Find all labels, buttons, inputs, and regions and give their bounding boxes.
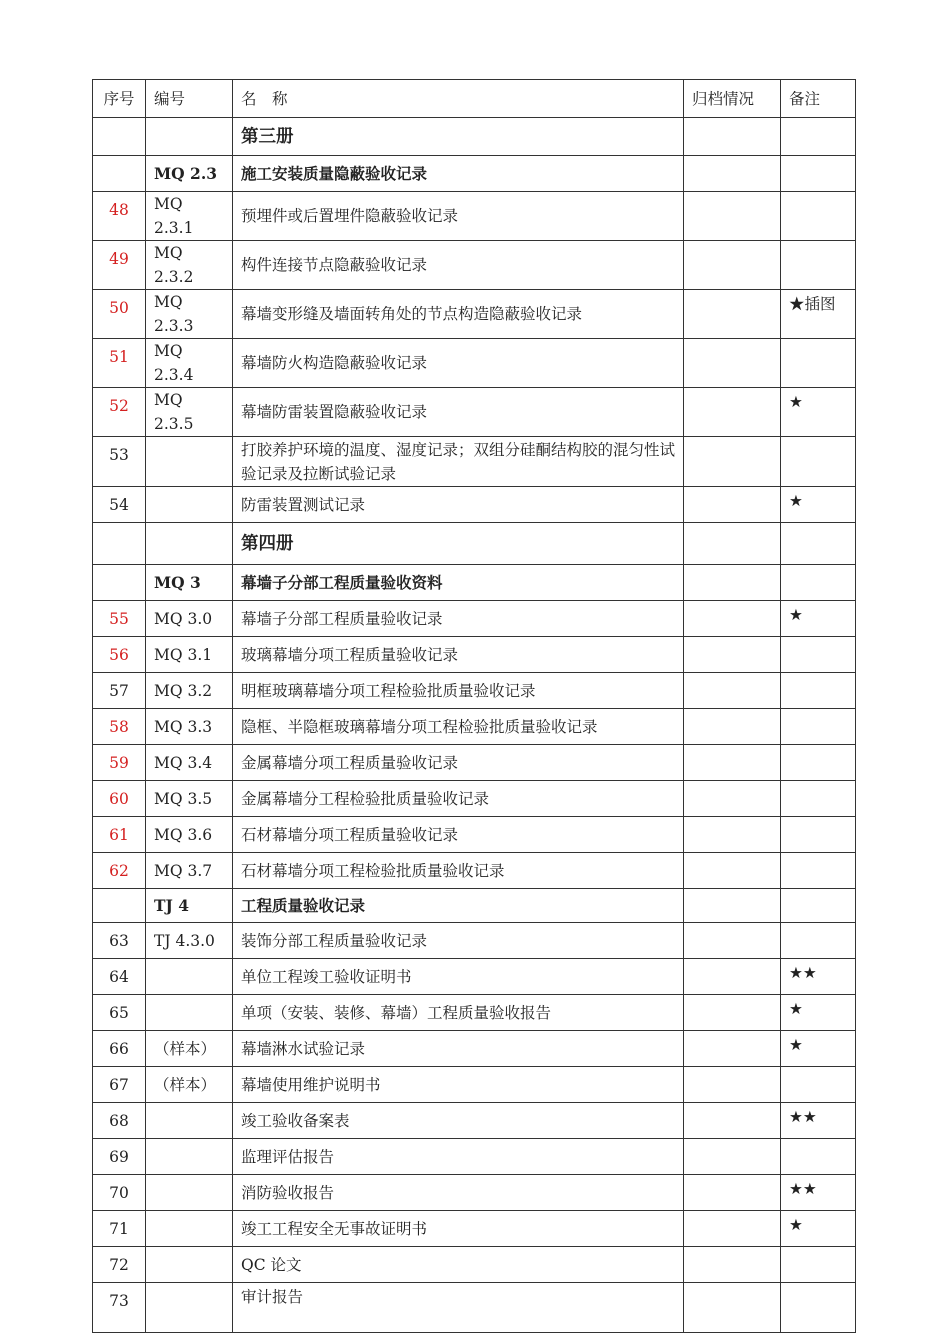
code-cell: MQ 3.1 xyxy=(146,637,233,673)
name-cell: 石材幕墙分项工程检验批质量验收记录 xyxy=(233,853,684,889)
code-cell: MQ 3.5 xyxy=(146,781,233,817)
seq-cell: 55 xyxy=(93,601,146,637)
code-cell: MQ 2.3.1 xyxy=(146,192,233,241)
archive-cell xyxy=(684,923,781,959)
remark-cell xyxy=(781,565,856,601)
name-cell: 预埋件或后置埋件隐蔽验收记录 xyxy=(233,192,684,241)
archive-cell xyxy=(684,637,781,673)
name-cell: 消防验收报告 xyxy=(233,1175,684,1211)
archive-cell xyxy=(684,817,781,853)
archive-cell xyxy=(684,241,781,290)
name-cell: 单位工程竣工验收证明书 xyxy=(233,959,684,995)
code-cell xyxy=(146,523,233,565)
header-remark: 备注 xyxy=(781,80,856,118)
remark-cell xyxy=(781,637,856,673)
seq-cell: 60 xyxy=(93,781,146,817)
table-row xyxy=(93,1031,856,1067)
seq-cell: 54 xyxy=(93,487,146,523)
seq-cell: 73 xyxy=(93,1283,146,1333)
archive-cell xyxy=(684,959,781,995)
seq-cell xyxy=(93,118,146,156)
archive-cell xyxy=(684,1103,781,1139)
remark-cell: ★ xyxy=(781,995,856,1031)
remark-cell xyxy=(781,745,856,781)
table-row xyxy=(93,339,856,388)
table-row xyxy=(93,781,856,817)
seq-cell xyxy=(93,889,146,923)
archive-cell xyxy=(684,118,781,156)
name-cell: 构件连接节点隐蔽验收记录 xyxy=(233,241,684,290)
archive-cell xyxy=(684,1031,781,1067)
table-row xyxy=(93,437,856,487)
remark-cell xyxy=(781,156,856,192)
table-row xyxy=(93,1139,856,1175)
remark-cell xyxy=(781,709,856,745)
name-cell: 装饰分部工程质量验收记录 xyxy=(233,923,684,959)
code-cell: （样本） xyxy=(146,1031,233,1067)
table-row xyxy=(93,601,856,637)
table-row xyxy=(93,995,856,1031)
remark-cell xyxy=(781,889,856,923)
section-row xyxy=(93,118,856,156)
code-cell: MQ 3.2 xyxy=(146,673,233,709)
archive-cell xyxy=(684,339,781,388)
code-cell xyxy=(146,1139,233,1175)
archive-cell xyxy=(684,487,781,523)
table-row xyxy=(93,1103,856,1139)
seq-cell: 69 xyxy=(93,1139,146,1175)
name-cell: 工程质量验收记录 xyxy=(233,889,684,923)
archive-cell xyxy=(684,781,781,817)
seq-cell: 66 xyxy=(93,1031,146,1067)
archive-cell xyxy=(684,853,781,889)
seq-cell xyxy=(93,523,146,565)
code-cell: MQ 3.6 xyxy=(146,817,233,853)
table-row xyxy=(93,853,856,889)
archive-cell xyxy=(684,388,781,437)
remark-cell xyxy=(781,523,856,565)
seq-cell: 63 xyxy=(93,923,146,959)
seq-cell: 64 xyxy=(93,959,146,995)
remark-cell xyxy=(781,1067,856,1103)
code-cell: MQ 2.3.3 xyxy=(146,290,233,339)
table-row xyxy=(93,745,856,781)
remark-cell xyxy=(781,781,856,817)
name-cell: 单项（安装、装修、幕墙）工程质量验收报告 xyxy=(233,995,684,1031)
group-row xyxy=(93,565,856,601)
table-body xyxy=(93,80,856,1333)
seq-cell: 56 xyxy=(93,637,146,673)
name-cell: 监理评估报告 xyxy=(233,1139,684,1175)
code-cell xyxy=(146,1211,233,1247)
code-cell xyxy=(146,1283,233,1333)
archive-cell xyxy=(684,1139,781,1175)
remark-cell xyxy=(781,192,856,241)
name-cell: 竣工验收备案表 xyxy=(233,1103,684,1139)
seq-cell: 57 xyxy=(93,673,146,709)
name-cell: 金属幕墙分项工程质量验收记录 xyxy=(233,745,684,781)
name-cell: 第四册 xyxy=(233,523,684,565)
table-row xyxy=(93,923,856,959)
seq-cell: 58 xyxy=(93,709,146,745)
table-row xyxy=(93,192,856,241)
code-cell: MQ 2.3.5 xyxy=(146,388,233,437)
remark-cell: ★ xyxy=(781,388,856,437)
code-cell xyxy=(146,959,233,995)
archive-cell xyxy=(684,995,781,1031)
archive-cell xyxy=(684,290,781,339)
archive-cell xyxy=(684,1283,781,1333)
code-cell: MQ 2.3.4 xyxy=(146,339,233,388)
seq-cell: 62 xyxy=(93,853,146,889)
header-row xyxy=(93,80,856,118)
archive-cell xyxy=(684,889,781,923)
name-cell: 隐框、半隐框玻璃幕墙分项工程检验批质量验收记录 xyxy=(233,709,684,745)
group-row xyxy=(93,889,856,923)
group-row xyxy=(93,156,856,192)
name-cell: 幕墙使用维护说明书 xyxy=(233,1067,684,1103)
header-code: 编号 xyxy=(146,80,233,118)
remark-cell: ★★ xyxy=(781,1175,856,1211)
section-row xyxy=(93,523,856,565)
archive-cell xyxy=(684,745,781,781)
code-cell: MQ 3.3 xyxy=(146,709,233,745)
code-cell xyxy=(146,118,233,156)
remark-cell: ★插图 xyxy=(781,290,856,339)
name-cell: 第三册 xyxy=(233,118,684,156)
remark-cell: ★★ xyxy=(781,959,856,995)
table-row xyxy=(93,637,856,673)
remark-cell xyxy=(781,817,856,853)
code-cell: （样本） xyxy=(146,1067,233,1103)
seq-cell: 59 xyxy=(93,745,146,781)
seq-cell: 53 xyxy=(93,437,146,487)
code-cell: MQ 3.7 xyxy=(146,853,233,889)
seq-cell: 48 xyxy=(93,192,146,241)
name-cell: 明框玻璃幕墙分项工程检验批质量验收记录 xyxy=(233,673,684,709)
seq-cell: 72 xyxy=(93,1247,146,1283)
archive-cell xyxy=(684,523,781,565)
seq-cell: 65 xyxy=(93,995,146,1031)
header-seq: 序号 xyxy=(93,80,146,118)
seq-cell: 70 xyxy=(93,1175,146,1211)
code-cell: MQ 2.3.2 xyxy=(146,241,233,290)
seq-cell xyxy=(93,156,146,192)
table-row xyxy=(93,290,856,339)
table-row xyxy=(93,1211,856,1247)
name-cell: QC 论文 xyxy=(233,1247,684,1283)
table-row xyxy=(93,1175,856,1211)
name-cell: 幕墙防火构造隐蔽验收记录 xyxy=(233,339,684,388)
table-row xyxy=(93,673,856,709)
remark-cell xyxy=(781,673,856,709)
table-row xyxy=(93,487,856,523)
table-row xyxy=(93,241,856,290)
header-name: 名 称 xyxy=(233,80,684,118)
remark-cell xyxy=(781,1247,856,1283)
name-cell: 审计报告 xyxy=(233,1283,684,1333)
name-cell: 玻璃幕墙分项工程质量验收记录 xyxy=(233,637,684,673)
code-cell xyxy=(146,487,233,523)
seq-cell: 67 xyxy=(93,1067,146,1103)
archive-cell xyxy=(684,1067,781,1103)
code-cell: MQ 3 xyxy=(146,565,233,601)
code-cell xyxy=(146,437,233,487)
code-cell: MQ 3.0 xyxy=(146,601,233,637)
name-cell: 石材幕墙分项工程质量验收记录 xyxy=(233,817,684,853)
remark-cell: ★ xyxy=(781,1211,856,1247)
name-cell: 金属幕墙分工程检验批质量验收记录 xyxy=(233,781,684,817)
archive-cell xyxy=(684,1175,781,1211)
name-cell: 幕墙防雷装置隐蔽验收记录 xyxy=(233,388,684,437)
seq-cell xyxy=(93,565,146,601)
seq-cell: 49 xyxy=(93,241,146,290)
name-cell: 打胶养护环境的温度、湿度记录；双组分硅酮结构胶的混匀性试验记录及拉断试验记录 xyxy=(233,437,684,487)
seq-cell: 71 xyxy=(93,1211,146,1247)
table-row xyxy=(93,1283,856,1333)
archive-cell xyxy=(684,437,781,487)
table-row xyxy=(93,709,856,745)
seq-cell: 50 xyxy=(93,290,146,339)
remark-cell xyxy=(781,853,856,889)
archive-cell xyxy=(684,601,781,637)
archive-cell xyxy=(684,709,781,745)
seq-cell: 68 xyxy=(93,1103,146,1139)
remark-cell xyxy=(781,1139,856,1175)
archive-cell xyxy=(684,192,781,241)
seq-cell: 52 xyxy=(93,388,146,437)
table-row xyxy=(93,388,856,437)
archive-cell xyxy=(684,156,781,192)
remark-cell xyxy=(781,1283,856,1333)
name-cell: 竣工工程安全无事故证明书 xyxy=(233,1211,684,1247)
remark-cell xyxy=(781,923,856,959)
table-row xyxy=(93,817,856,853)
remark-cell: ★ xyxy=(781,487,856,523)
code-cell: MQ 3.4 xyxy=(146,745,233,781)
name-cell: 幕墙变形缝及墙面转角处的节点构造隐蔽验收记录 xyxy=(233,290,684,339)
table-row xyxy=(93,959,856,995)
name-cell: 施工安装质量隐蔽验收记录 xyxy=(233,156,684,192)
code-cell xyxy=(146,995,233,1031)
table-row xyxy=(93,1247,856,1283)
remark-cell xyxy=(781,339,856,388)
code-cell: TJ 4 xyxy=(146,889,233,923)
name-cell: 幕墙子分部工程质量验收记录 xyxy=(233,601,684,637)
archive-index-table xyxy=(92,79,856,1333)
name-cell: 幕墙淋水试验记录 xyxy=(233,1031,684,1067)
seq-cell: 51 xyxy=(93,339,146,388)
archive-cell xyxy=(684,565,781,601)
seq-cell: 61 xyxy=(93,817,146,853)
code-cell: MQ 2.3 xyxy=(146,156,233,192)
name-cell: 防雷装置测试记录 xyxy=(233,487,684,523)
archive-cell xyxy=(684,673,781,709)
archive-cell xyxy=(684,1247,781,1283)
remark-cell: ★★ xyxy=(781,1103,856,1139)
code-cell xyxy=(146,1175,233,1211)
remark-cell: ★ xyxy=(781,1031,856,1067)
remark-cell: ★ xyxy=(781,601,856,637)
header-archive: 归档情况 xyxy=(684,80,781,118)
remark-cell xyxy=(781,437,856,487)
code-cell: TJ 4.3.0 xyxy=(146,923,233,959)
remark-cell xyxy=(781,241,856,290)
archive-cell xyxy=(684,1211,781,1247)
remark-cell xyxy=(781,118,856,156)
code-cell xyxy=(146,1247,233,1283)
name-cell: 幕墙子分部工程质量验收资料 xyxy=(233,565,684,601)
code-cell xyxy=(146,1103,233,1139)
table-row xyxy=(93,1067,856,1103)
